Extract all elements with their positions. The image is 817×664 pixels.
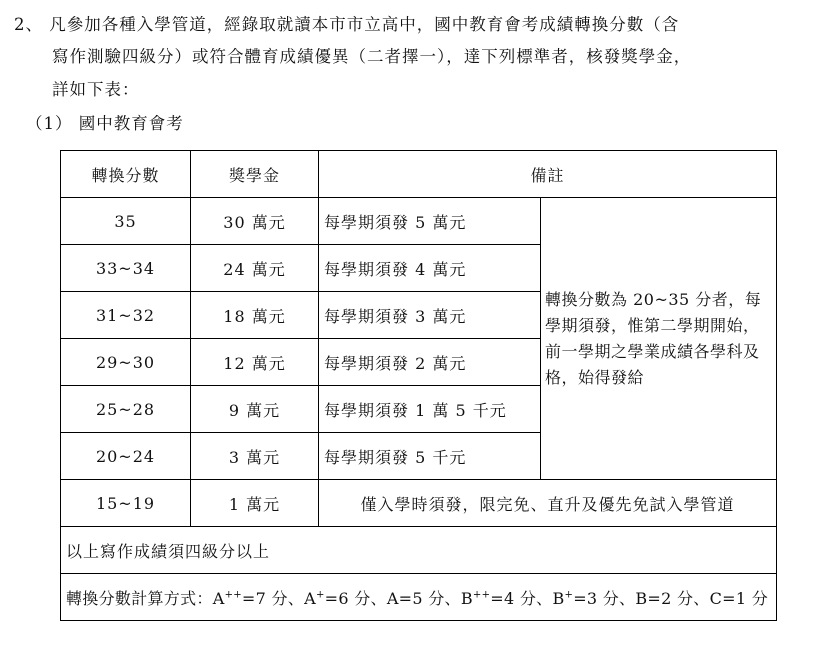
note-cell: 僅入學時須發，限完免、直升及優先免試入學管道 [319, 480, 777, 527]
amount-cell: 3 萬元 [191, 433, 319, 480]
amount-cell: 24 萬元 [191, 245, 319, 292]
intro-line-1: 2、 凡參加各種入學管道，經錄取就讀本市市立高中，國中教育會考成績轉換分數（含 [14, 15, 680, 34]
note-cell: 每學期須發 5 萬元 [319, 198, 541, 245]
formula-prefix: 轉換分數計算方式： [66, 588, 213, 608]
amount-cell: 18 萬元 [191, 292, 319, 339]
note-cell: 每學期須發 1 萬 5 千元 [319, 386, 541, 433]
formula-value: =1 分 [722, 588, 769, 608]
formula-parts [213, 589, 768, 608]
score-cell: 29~30 [61, 339, 191, 386]
amount-cell: 12 萬元 [191, 339, 319, 386]
amount-cell: 30 萬元 [191, 198, 319, 245]
formula-value: =6 分、 [324, 588, 387, 608]
table-row [61, 480, 777, 527]
formula-grade-modifier: ++ [472, 589, 491, 601]
formula-grade: B [635, 588, 648, 608]
score-cell: 15~19 [61, 480, 191, 527]
formula-part [461, 589, 553, 608]
formula-part [213, 589, 304, 608]
formula-grade: A [386, 588, 399, 608]
formula-grade: C [709, 588, 723, 608]
formula-grade: B [552, 588, 565, 608]
score-cell: 20~24 [61, 433, 191, 480]
intro-line-2: 寫作測驗四級分）或符合體育成績優異（二者擇一），達下列標準者，核發獎學金， [52, 47, 692, 66]
header-amount: 獎學金 [191, 151, 319, 198]
formula-value: =3 分、 [573, 588, 636, 608]
intro-line-3: 詳如下表： [52, 80, 140, 99]
score-cell: 35 [61, 198, 191, 245]
score-cell: 25~28 [61, 386, 191, 433]
merged-note-cell: 轉換分數為 20~35 分者，每學期須發，惟第二學期開始，前一學期之學業成績各學科及格，始得發給 [541, 198, 777, 480]
formula-grade: A [212, 588, 225, 608]
section-heading: （1） 國中教育會考 [26, 114, 184, 133]
formula-value: =5 分、 [398, 588, 461, 608]
header-score: 轉換分數 [61, 151, 191, 198]
writing-requirement-row: 以上寫作成績須四級分以上 [61, 527, 777, 574]
formula-part [552, 589, 635, 608]
formula-value: =2 分、 [647, 588, 710, 608]
conversion-formula-row [61, 574, 777, 621]
header-note: 備註 [319, 151, 777, 198]
formula-grade: B [460, 588, 473, 608]
formula-value: =4 分、 [490, 588, 553, 608]
formula-value: =7 分、 [241, 588, 305, 608]
formula-grade-modifier: ++ [224, 589, 242, 601]
formula-grade-modifier: + [564, 589, 574, 601]
scholarship-table [60, 150, 777, 621]
amount-cell: 9 萬元 [191, 386, 319, 433]
formula-part [635, 589, 709, 608]
formula-part [710, 589, 768, 608]
note-cell: 每學期須發 4 萬元 [319, 245, 541, 292]
formula-grade-modifier: + [315, 589, 325, 601]
formula-grade: A [304, 588, 316, 608]
note-cell: 每學期須發 5 千元 [319, 433, 541, 480]
note-cell: 每學期須發 2 萬元 [319, 339, 541, 386]
score-cell: 33~34 [61, 245, 191, 292]
formula-part [387, 589, 461, 608]
formula-part [304, 589, 387, 608]
score-cell: 31~32 [61, 292, 191, 339]
note-cell: 每學期須發 3 萬元 [319, 292, 541, 339]
amount-cell: 1 萬元 [191, 480, 319, 527]
table-row [61, 198, 777, 245]
